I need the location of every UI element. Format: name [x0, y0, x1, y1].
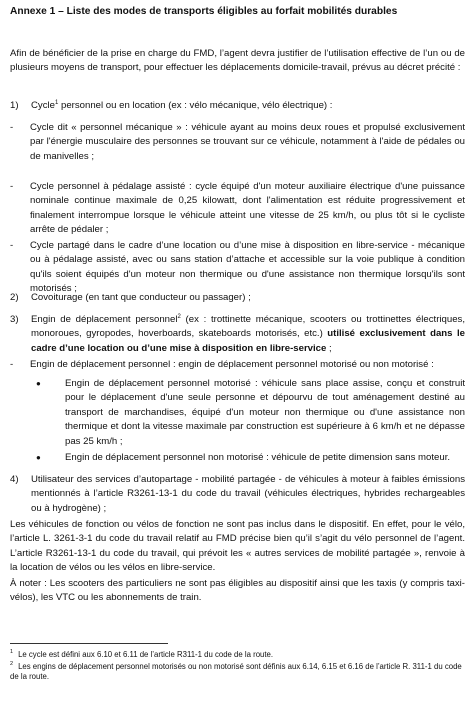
dash-marker: -: [10, 181, 14, 192]
item-1-text: Cycle$^1$ personnel ou en location (ex : vélo mécanique, vélo électrique) :: [31, 99, 333, 111]
item-3-number: 3): [10, 314, 19, 325]
footnote-1: $^1$ Le cycle est défini aux 6.10 et 6.11 de l’article R311-1 du code de la route.: [10, 649, 274, 659]
footnote-ref-2: 2: [177, 313, 181, 320]
cycle-assisted-text: Cycle personnel à pédalage assisté : cycle équipé d'un moteur auxiliaire électrique d'une puissance nominale continue maximale de 0,25 kilowatt, dont l'alimentation est réduite progressivement et finalement interrompue lorsque le véhicule atteint une vitesse de 25 km/h, ou plus tôt si le cycliste arrête de pédaler ;: [30, 181, 465, 236]
note-paragraph: À noter : Les scooters des particuliers ne sont pas éligibles au dispositif ainsi que les taxis (y compris taxi-vélos), les VTC ou les abonnements de train.: [10, 578, 465, 604]
edp-intro-text: Engin de déplacement personnel : engin de déplacement personnel motorisé ou non motorisé :: [30, 359, 434, 370]
bullet-marker: ●: [36, 379, 41, 388]
item-2-text: Covoiturage (en tant que conducteur ou passager) ;: [31, 292, 251, 303]
footnote-2: $^2$ Les engins de déplacement personnel motorisés ou non motorisé sont définis aux 6.14, 6.15 et 6.16 de l’article R. 311-1 du code de la route.: [10, 661, 462, 682]
item-1-number: 1): [10, 100, 19, 111]
bullet-marker: ●: [36, 453, 41, 462]
edp-motorized-text: Engin de déplacement personnel motorisé : véhicule sans place assise, conçu et construit pour le déplacement d'une seule personne et dépourvu de tout aménagement destiné au transport de marchandises, équipé d'un moteur non thermique ou d'une assistance non thermique et dont la vitesse maximale par construction est supérieure à 6 km/h et ne dépasse pas 25 km/h ;: [65, 378, 465, 447]
item-3-bold-text: utilisé exclusivement dans le cadre d’une location ou d’une mise à disposition en libre-service: [31, 328, 465, 354]
item-4-text: Utilisateur des services d’autopartage - mobilité partagée - de véhicules à moteur à faibles émissions mentionnés à l’article R3261-13-1 du code du travail (véhicules électriques, hybrides rechargeables ou à hydrogène) ;: [31, 474, 465, 514]
annex-title: Annexe 1 – Liste des modes de transports éligibles au forfait mobilités durables: [10, 6, 398, 17]
cycle-shared-text: Cycle partagé dans le cadre d’une location ou d’une mise à disposition en libre-service - mécanique ou à pédalage assisté, avec ou sans station d’attache et accessible sur la voie publique à condition qu'ils soient équipés d'un moteur non thermique ou d'une assistance non thermique lorsqu'ils sont motorisés ;: [30, 240, 465, 295]
footnote-divider: [10, 643, 168, 644]
dash-marker: -: [10, 359, 14, 370]
item-2-number: 2): [10, 292, 19, 303]
intro-paragraph: Afin de bénéficier de la prise en charge du FMD, l’agent devra justifier de l’utilisation effective de l’un ou de plusieurs moyens de transport, pour effectuer les déplacements domicile-travail, prévus au décret précité :: [10, 48, 465, 74]
item-3-text: Engin de déplacement personnel$^2$ (ex : trottinette mécanique, scooters ou trottinettes électriques, monoroues, gyropodes, hoverboards, skateboards motorisés, etc.) utilisé exclusivement dans le cadre d’une location ou d’une mise à disposition en libre-service ;: [31, 313, 465, 354]
edp-non-motorized-text: Engin de déplacement personnel non motorisé : véhicule de petite dimension sans moteur.: [65, 452, 451, 463]
vehicles-paragraph: Les véhicules de fonction ou vélos de fonction ne sont pas inclus dans le dispositif. En effet, pour le vélo, l’article L. 3261-3-1 du code du travail relatif au FMD précise bien qu’il s’agit du vélo personnel de l’agent. L’article R3261-13-1 du code du travail, qui prévoit les « autres services de mobilité partagée », renvoie à la location de vélos ou les vélos en libre-service.: [10, 519, 465, 574]
dash-marker: -: [10, 122, 14, 133]
dash-marker: -: [10, 240, 14, 251]
footnote-ref-1: 1: [55, 99, 59, 106]
cycle-mechanical-text: Cycle dit « personnel mécanique » : véhicule ayant au moins deux roues et propulsé exclusivement par l'énergie musculaire des personnes se trouvant sur ce véhicule, notamment à l'aide de pédales ou de manivelles ;: [30, 122, 465, 162]
item-4-number: 4): [10, 474, 19, 485]
